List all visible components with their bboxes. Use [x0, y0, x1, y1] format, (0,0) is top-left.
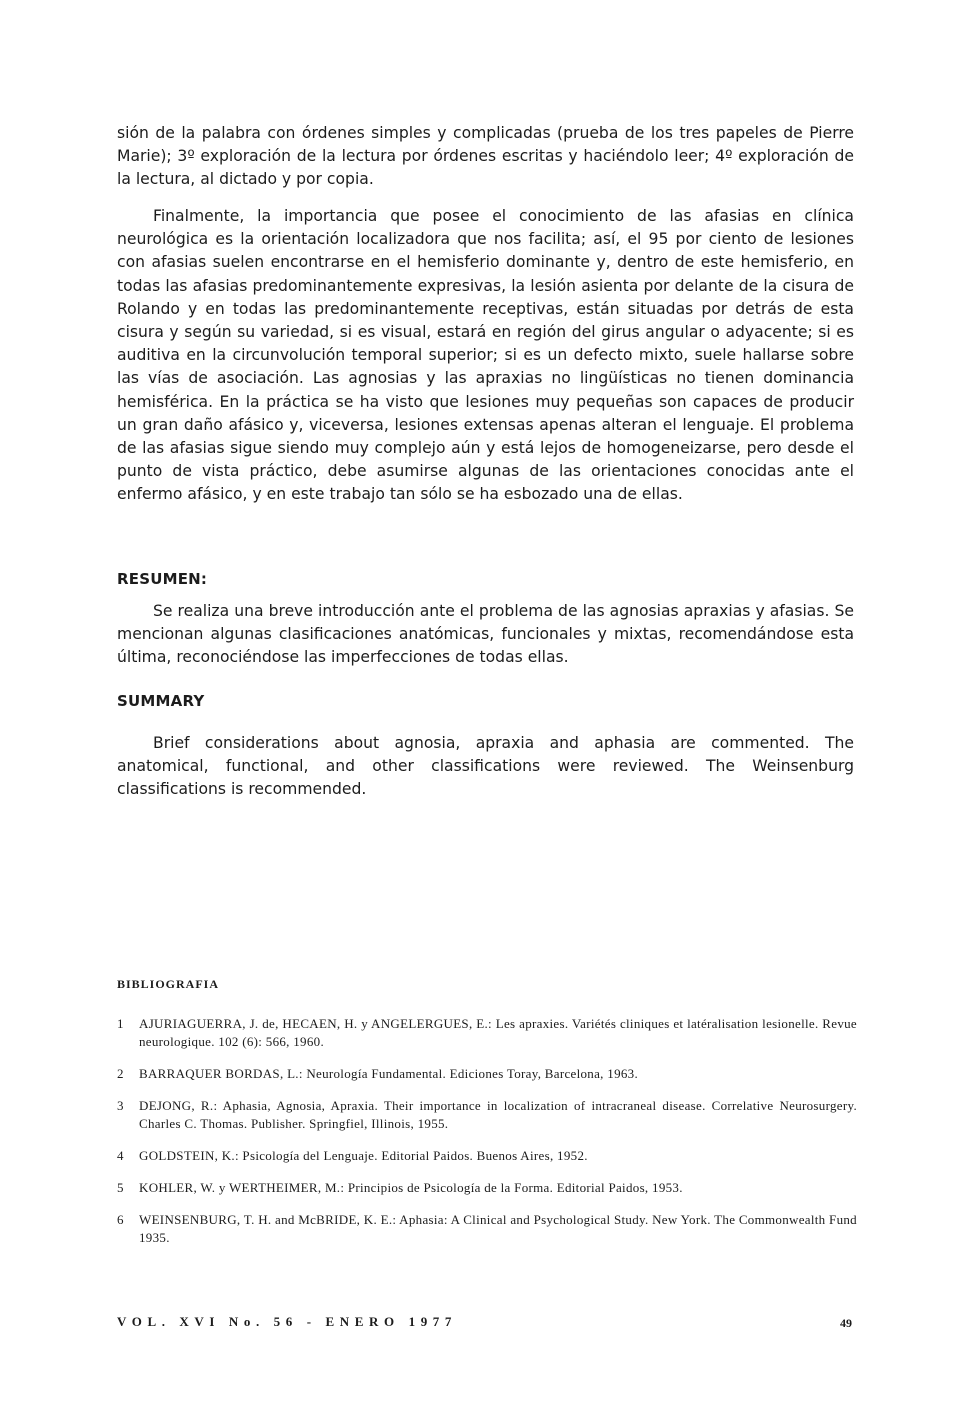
summary-heading: SUMMARY: [117, 692, 205, 710]
bibliography-entry: [117, 1097, 857, 1133]
bibliography-list: [117, 1015, 857, 1261]
reference-number: 3: [117, 1098, 124, 1113]
bibliography-entry: [117, 1179, 857, 1197]
reference-number: 1: [117, 1016, 124, 1031]
reference-number: 5: [117, 1180, 124, 1195]
paragraph-conclusion: Finalmente, la importancia que posee el conocimiento de las afasias en clínica neurológica es la orientación localizadora que nos facilita; así, el 95 por ciento de lesiones con afasias suelen encontrarse en el hemisferio dominante y, dentro de este hemisferio, en todas las afasias predominantemente expresivas, la lesión asienta por delante de la cisura de Rolando y en todas las predominantemente receptivas, están situadas por detrás de esta cisura y según su variedad, si es visual, estará en región del girus angular o adyacente; si es auditiva en la circunvolución temporal superior; si es un defecto mixto, suele hallarse sobre las vías de asociación. Las agnosias y las apraxias no lingüísticas no tienen dominancia hemisférica. En la práctica se ha visto que lesiones muy pequeñas son capaces de producir un gran daño afásico y, viceversa, lesiones extensas apenas alteran el lenguaje. El problema de las afasias sigue siendo muy complejo aún y está lejos de homogeneizarse, pero desde el punto de vista práctico, debe asumirse algunas de las orientaciones conocidas ante el enfermo afásico, y en este trabajo tan sólo se ha esbozado una de ellas.: [117, 207, 854, 504]
reference-text: WEINSENBURG, T. H. and McBRIDE, K. E.: Aphasia: A Clinical and Psychological Study. New York. The Commonwealth Fund 1935.: [139, 1212, 857, 1245]
page-number: 49: [840, 1316, 852, 1330]
resumen-heading: RESUMEN:: [117, 570, 208, 588]
reference-text: DEJONG, R.: Aphasia, Agnosia, Apraxia. Their importance in localization of intracraneal disease. Correlative Neurosurgery. Charles C. Thomas. Publisher. Springfiel, Illinois, 1955.: [139, 1098, 857, 1131]
reference-number: 4: [117, 1148, 124, 1163]
bibliography-entry: [117, 1147, 857, 1165]
bibliography-entry: [117, 1065, 857, 1083]
bibliography-title: BIBLIOGRAFIA: [117, 977, 220, 991]
bibliography-entry: [117, 1015, 857, 1051]
reference-text: KOHLER, W. y WERTHEIMER, M.: Principios de Psicología de la Forma. Editorial Paidos, 1953.: [139, 1180, 683, 1195]
summary-text: Brief considerations about agnosia, apraxia and aphasia are commented. The anatomical, functional, and other classifications were reviewed. The Weinsenburg classifications is recommended.: [117, 734, 854, 799]
reference-text: BARRAQUER BORDAS, L.: Neurología Fundamental. Ediciones Toray, Barcelona, 1963.: [139, 1066, 639, 1081]
paragraph-continued: sión de la palabra con órdenes simples y complicadas (prueba de los tres papeles de Pierre Marie); 3º exploración de la lectura por órdenes escritas y haciéndolo leer; 4º exploración de la lectura, al dictado y por copia.: [117, 124, 854, 189]
reference-text: AJURIAGUERRA, J. de, HECAEN, H. y ANGELERGUES, E.: Les apraxies. Variétés cliniques et latéralisation lesionelle. Revue neurologique. 102 (6): 566, 1960.: [139, 1016, 857, 1049]
resumen-text: Se realiza una breve introducción ante el problema de las agnosias apraxias y afasias. Se mencionan algunas clasificaciones anatómicas, funcionales y mixtas, recomendándose esta última, reconociéndose las imperfecciones de todas ellas.: [117, 602, 854, 667]
reference-number: 6: [117, 1212, 124, 1227]
reference-text: GOLDSTEIN, K.: Psicología del Lenguaje. Editorial Paidos. Buenos Aires, 1952.: [139, 1148, 588, 1163]
reference-number: 2: [117, 1066, 124, 1081]
bibliography-entry: [117, 1211, 857, 1247]
journal-issue: VOL. XVI No. 56 - ENERO 1977: [117, 1314, 457, 1329]
